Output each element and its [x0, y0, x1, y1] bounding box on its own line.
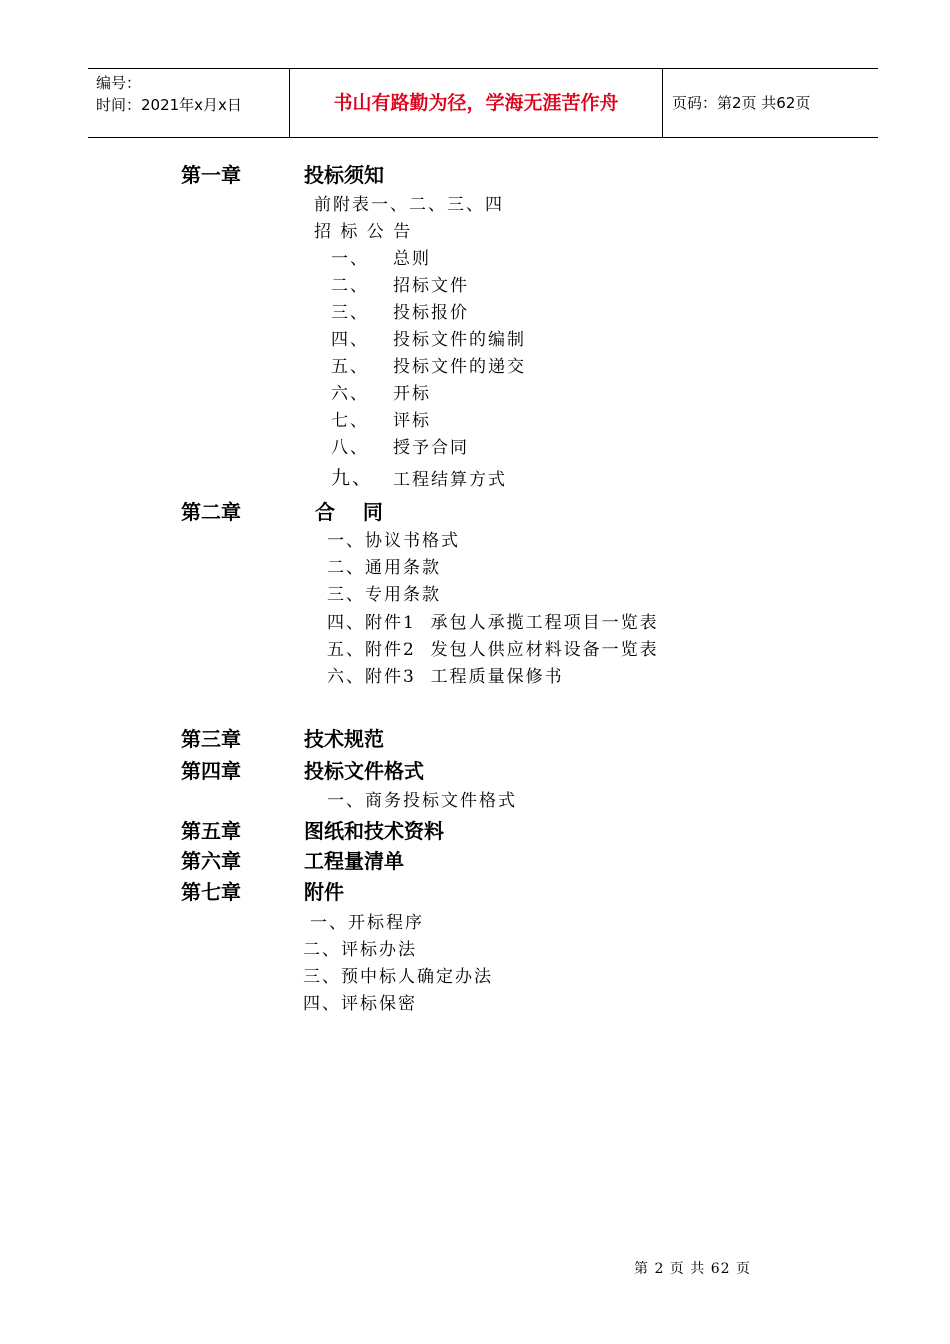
- header-meta: [96, 72, 242, 116]
- header-motto: 书山有路勤为径，学海无涯苦作舟: [333, 92, 619, 114]
- page-footer: 第 2 页 共 62 页: [634, 1261, 751, 1277]
- toc-item: 二、评标办法: [303, 940, 417, 960]
- chapter-5-title: 图纸和技术资料: [304, 819, 444, 843]
- toc-item: 三、预中标人确定办法: [303, 967, 493, 987]
- toc-item-num: 三、: [331, 303, 369, 323]
- chapter-4-label: 第四章: [181, 759, 241, 783]
- toc-item: 五、附件2 发包人供应材料设备一览表: [327, 640, 659, 660]
- chapter-6-label: 第六章: [181, 849, 241, 873]
- chapter-4-title: 投标文件格式: [304, 759, 424, 783]
- chapter-3-label: 第三章: [181, 727, 241, 751]
- chapter-2-label: 第二章: [181, 500, 241, 524]
- toc-item: 前附表一、二、三、四: [314, 195, 504, 215]
- chapter-1-label: 第一章: [181, 163, 241, 187]
- toc-item: 工程结算方式: [393, 470, 507, 490]
- toc-item: 投标文件的递交: [393, 357, 526, 377]
- number-label: 编号：: [96, 74, 142, 92]
- toc-item-num: 一、: [331, 249, 369, 269]
- toc-item-num: 六、: [331, 384, 369, 404]
- toc-item: 一、商务投标文件格式: [327, 791, 517, 811]
- chapter-1-title: 投标须知: [304, 163, 384, 187]
- toc-item: 总则: [393, 249, 431, 269]
- toc-item-num: 七、: [331, 411, 369, 431]
- toc-item: 一、开标程序: [310, 913, 424, 933]
- toc-item-num: 八、: [331, 438, 369, 458]
- toc-item: 投标文件的编制: [393, 330, 526, 350]
- toc-item: 开标: [393, 384, 431, 404]
- toc-item: 投标报价: [393, 303, 469, 323]
- toc-item: 招标文件: [393, 276, 469, 296]
- toc-item-num: 五、: [331, 357, 369, 377]
- toc-item: 一、协议书格式: [327, 531, 460, 551]
- toc-item: 评标: [393, 411, 431, 431]
- toc-item: 三、专用条款: [327, 585, 441, 605]
- chapter-7-label: 第七章: [181, 880, 241, 904]
- chapter-2-title: 合 同: [315, 500, 383, 524]
- chapter-3-title: 技术规范: [304, 727, 384, 751]
- toc-item: 四、评标保密: [303, 994, 417, 1014]
- toc-item: 招 标 公 告: [314, 222, 413, 242]
- header-divider: [662, 69, 663, 137]
- toc-item-num: 二、: [331, 276, 369, 296]
- toc-item: 授予合同: [393, 438, 469, 458]
- toc-item-num: 九、: [331, 467, 374, 489]
- toc-item-num: 四、: [331, 330, 369, 350]
- toc-item: 二、通用条款: [327, 558, 441, 578]
- chapter-5-label: 第五章: [181, 819, 241, 843]
- header-page-number: 页码：第2页 共62页: [672, 94, 811, 112]
- date-label: 时间：2021年x月x日: [96, 96, 242, 114]
- chapter-7-title: 附件: [304, 880, 344, 904]
- chapter-6-title: 工程量清单: [304, 849, 404, 873]
- toc-item: 六、附件3 工程质量保修书: [327, 667, 564, 687]
- page-header: [88, 68, 878, 138]
- toc-item: 四、附件1 承包人承揽工程项目一览表: [327, 613, 659, 633]
